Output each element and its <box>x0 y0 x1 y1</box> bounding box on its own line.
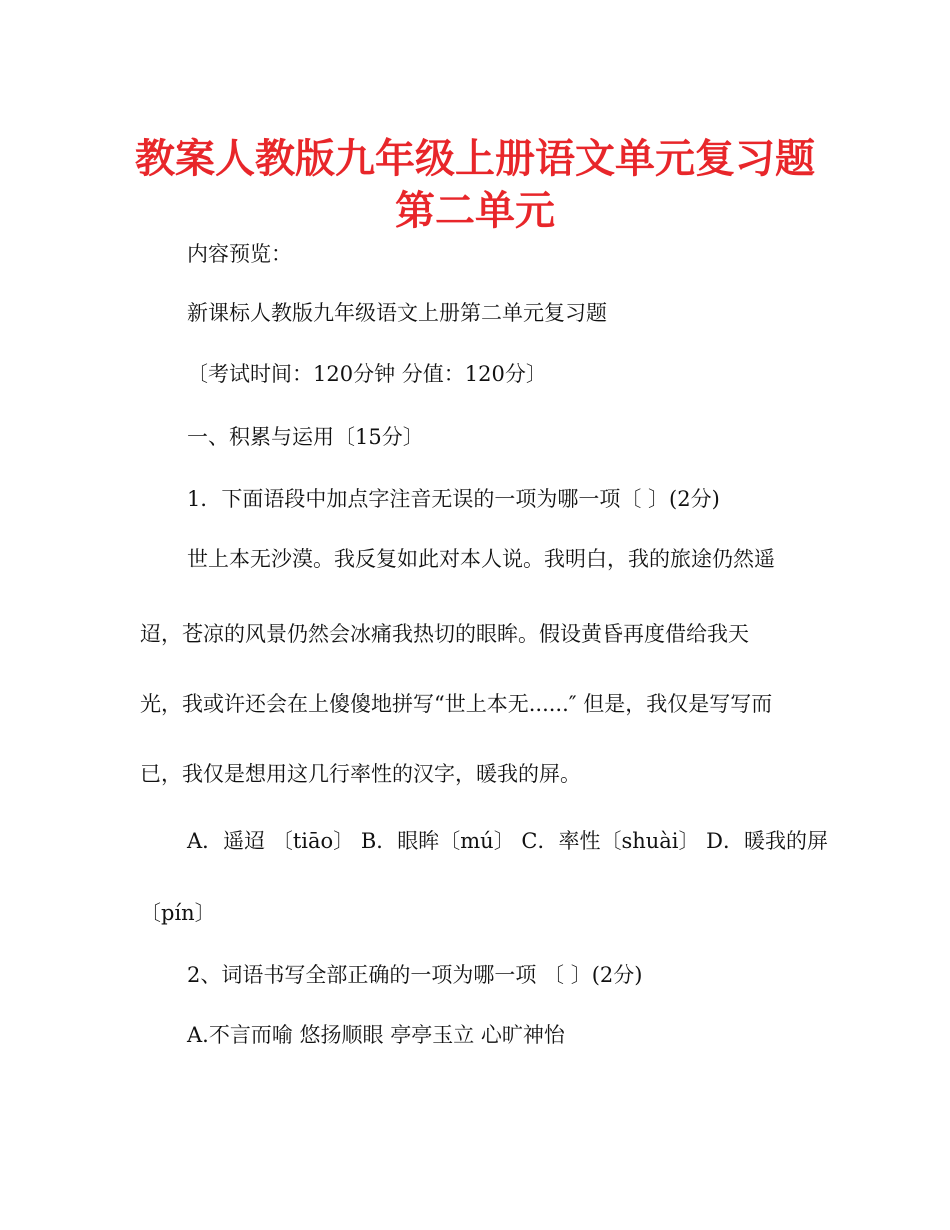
exam-info-line: 〔考试时间：120分钟 分值：120分〕 <box>187 362 547 386</box>
passage-line-3: 光，我或许还会在上傻傻地拼写“世上本无......″ 但是，我仅是写写而 <box>140 692 773 716</box>
question-2-option-a: A.不言而喻 悠扬顺眼 亭亭玉立 心旷神怡 <box>187 1023 565 1047</box>
passage-line-2: 迢，苍凉的风景仍然会冰痛我热切的眼眸。假设黄昏再度借给我天 <box>140 622 749 646</box>
question-1: 1．下面语段中加点字注音无误的一项为哪一项〔 〕(2分) <box>187 487 720 511</box>
subtitle-line: 新课标人教版九年级语文上册第二单元复习题 <box>187 301 607 325</box>
passage-line-1: 世上本无沙漠。我反复如此对本人说。我明白，我的旅途仍然遥 <box>187 547 775 571</box>
question-1-options: A．遥迢 〔tiāo〕 B．眼眸〔mú〕 C．率性〔shuài〕 D．暖我的屏 <box>187 829 829 853</box>
passage-line-4: 已，我仅是想用这几行率性的汉字，暖我的屏。 <box>140 762 581 786</box>
section-heading: 一、积累与运用〔15分〕 <box>187 425 424 449</box>
question-1-options-cont: 〔pín〕 <box>140 901 216 925</box>
document-title: 教案人教版九年级上册语文单元复习题第二单元 <box>135 136 815 234</box>
preview-label: 内容预览： <box>187 242 292 266</box>
question-2: 2、词语书写全部正确的一项为哪一项 〔 〕(2分) <box>187 963 643 987</box>
